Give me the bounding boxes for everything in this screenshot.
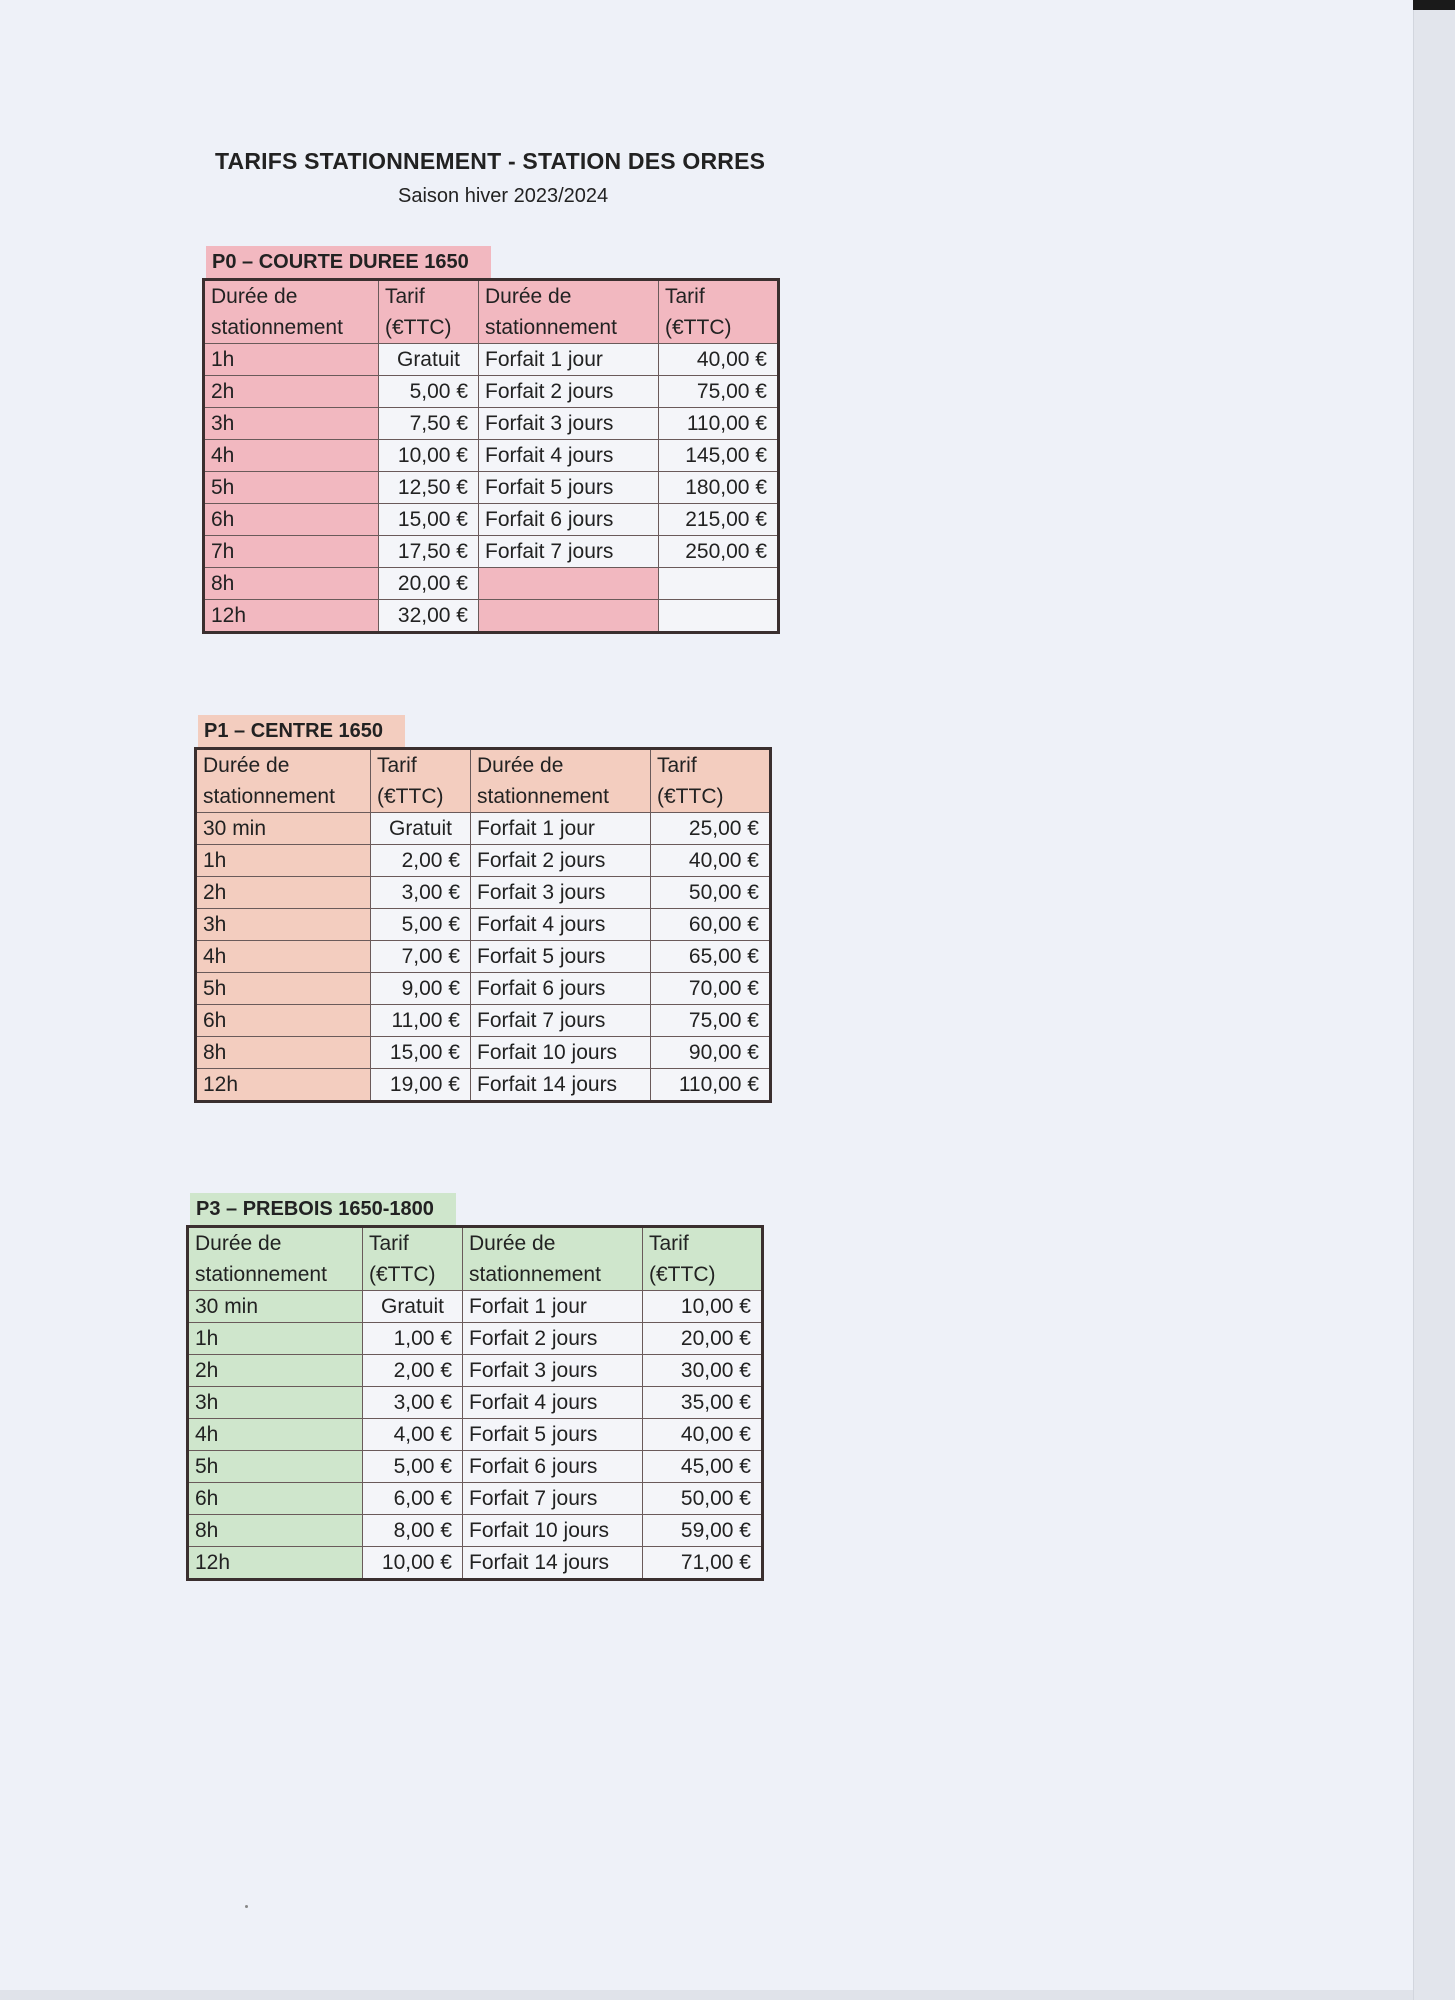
price-cell: 59,00 € <box>643 1515 763 1547</box>
package-cell <box>479 568 659 600</box>
table-row <box>188 1451 763 1483</box>
table-row <box>188 1547 763 1580</box>
price-cell: 2,00 € <box>363 1355 463 1387</box>
table-header-row <box>188 1227 763 1291</box>
table-row <box>188 1419 763 1451</box>
section-p1 <box>194 715 772 1103</box>
price-cell: 250,00 € <box>659 536 779 568</box>
table-row <box>204 536 779 568</box>
package-cell: Forfait 3 jours <box>471 877 651 909</box>
table-row <box>204 440 779 472</box>
table-row <box>188 1515 763 1547</box>
price-cell: 50,00 € <box>643 1483 763 1515</box>
price-cell: 110,00 € <box>659 408 779 440</box>
price-cell: 60,00 € <box>651 909 771 941</box>
price-cell: 8,00 € <box>363 1515 463 1547</box>
table-row <box>196 973 771 1005</box>
duration-cell: 1h <box>188 1323 363 1355</box>
table-header-row <box>204 280 779 344</box>
table-row <box>196 1069 771 1102</box>
table-row <box>188 1291 763 1323</box>
table-row <box>188 1483 763 1515</box>
price-cell: 15,00 € <box>379 504 479 536</box>
page-edge <box>1413 0 1455 2000</box>
duration-cell: 8h <box>196 1037 371 1069</box>
duration-cell: 5h <box>196 973 371 1005</box>
price-cell: Gratuit <box>379 344 479 376</box>
package-cell: Forfait 1 jour <box>463 1291 643 1323</box>
price-cell: 9,00 € <box>371 973 471 1005</box>
price-cell: 40,00 € <box>643 1419 763 1451</box>
table-row <box>204 472 779 504</box>
price-cell: 4,00 € <box>363 1419 463 1451</box>
price-cell: 20,00 € <box>379 568 479 600</box>
duration-cell: 2h <box>188 1355 363 1387</box>
price-cell: 180,00 € <box>659 472 779 504</box>
package-cell: Forfait 2 jours <box>471 845 651 877</box>
price-cell: 2,00 € <box>371 845 471 877</box>
duration-cell: 3h <box>196 909 371 941</box>
document-title: TARIFS STATIONNEMENT - STATION DES ORRES <box>215 148 766 174</box>
column-header: Tarif (€TTC) <box>643 1227 763 1291</box>
duration-cell: 6h <box>196 1005 371 1037</box>
scan-corner-mark <box>1413 0 1455 10</box>
price-cell: 45,00 € <box>643 1451 763 1483</box>
price-cell: 75,00 € <box>659 376 779 408</box>
price-cell: 5,00 € <box>379 376 479 408</box>
duration-cell: 3h <box>188 1387 363 1419</box>
table-row <box>188 1387 763 1419</box>
package-cell: Forfait 3 jours <box>479 408 659 440</box>
package-cell: Forfait 4 jours <box>463 1387 643 1419</box>
column-header: Durée de stationnement <box>471 749 651 813</box>
price-cell <box>659 568 779 600</box>
duration-cell: 12h <box>204 600 379 633</box>
duration-cell: 4h <box>204 440 379 472</box>
column-header: Durée de stationnement <box>196 749 371 813</box>
price-cell: 32,00 € <box>379 600 479 633</box>
pencil-mark <box>245 1905 248 1908</box>
price-cell: 7,50 € <box>379 408 479 440</box>
price-cell: 7,00 € <box>371 941 471 973</box>
table-row <box>196 909 771 941</box>
column-header: Tarif (€TTC) <box>659 280 779 344</box>
package-cell <box>479 600 659 633</box>
package-cell: Forfait 2 jours <box>463 1323 643 1355</box>
section-p0 <box>202 246 780 634</box>
section-label: P1 – CENTRE 1650 <box>198 715 405 747</box>
duration-cell: 30 min <box>188 1291 363 1323</box>
price-cell: 70,00 € <box>651 973 771 1005</box>
package-cell: Forfait 14 jours <box>463 1547 643 1580</box>
column-header: Durée de stationnement <box>463 1227 643 1291</box>
table-row <box>196 845 771 877</box>
package-cell: Forfait 7 jours <box>479 536 659 568</box>
price-cell: 15,00 € <box>371 1037 471 1069</box>
package-cell: Forfait 6 jours <box>479 504 659 536</box>
price-cell: 17,50 € <box>379 536 479 568</box>
price-cell <box>659 600 779 633</box>
section-label: P0 – COURTE DUREE 1650 <box>206 246 491 278</box>
package-cell: Forfait 1 jour <box>479 344 659 376</box>
document-subtitle: Saison hiver 2023/2024 <box>398 185 609 207</box>
price-cell: 12,50 € <box>379 472 479 504</box>
package-cell: Forfait 1 jour <box>471 813 651 845</box>
package-cell: Forfait 4 jours <box>471 909 651 941</box>
rates-table <box>194 747 772 1103</box>
column-header: Tarif (€TTC) <box>379 280 479 344</box>
duration-cell: 8h <box>188 1515 363 1547</box>
section-p3 <box>186 1193 764 1581</box>
package-cell: Forfait 5 jours <box>463 1419 643 1451</box>
package-cell: Forfait 10 jours <box>463 1515 643 1547</box>
package-cell: Forfait 6 jours <box>471 973 651 1005</box>
duration-cell: 6h <box>188 1483 363 1515</box>
duration-cell: 5h <box>188 1451 363 1483</box>
duration-cell: 7h <box>204 536 379 568</box>
duration-cell: 8h <box>204 568 379 600</box>
price-cell: 20,00 € <box>643 1323 763 1355</box>
price-cell: 10,00 € <box>363 1547 463 1580</box>
price-cell: 90,00 € <box>651 1037 771 1069</box>
duration-cell: 12h <box>188 1547 363 1580</box>
duration-cell: 30 min <box>196 813 371 845</box>
price-cell: 40,00 € <box>659 344 779 376</box>
table-row <box>196 813 771 845</box>
table-row <box>188 1355 763 1387</box>
package-cell: Forfait 5 jours <box>479 472 659 504</box>
duration-cell: 4h <box>188 1419 363 1451</box>
package-cell: Forfait 6 jours <box>463 1451 643 1483</box>
price-cell: 5,00 € <box>371 909 471 941</box>
duration-cell: 3h <box>204 408 379 440</box>
section-label: P3 – PREBOIS 1650-1800 <box>190 1193 456 1225</box>
table-row <box>204 504 779 536</box>
table-header-row <box>196 749 771 813</box>
package-cell: Forfait 14 jours <box>471 1069 651 1102</box>
price-cell: 6,00 € <box>363 1483 463 1515</box>
price-cell: 10,00 € <box>643 1291 763 1323</box>
duration-cell: 12h <box>196 1069 371 1102</box>
table-row <box>196 941 771 973</box>
duration-cell: 5h <box>204 472 379 504</box>
table-row <box>204 376 779 408</box>
table-row <box>196 1037 771 1069</box>
price-cell: 40,00 € <box>651 845 771 877</box>
price-cell: 5,00 € <box>363 1451 463 1483</box>
column-header: Durée de stationnement <box>188 1227 363 1291</box>
price-cell: 110,00 € <box>651 1069 771 1102</box>
column-header: Tarif (€TTC) <box>363 1227 463 1291</box>
price-cell: 215,00 € <box>659 504 779 536</box>
column-header: Tarif (€TTC) <box>371 749 471 813</box>
price-cell: Gratuit <box>371 813 471 845</box>
package-cell: Forfait 5 jours <box>471 941 651 973</box>
price-cell: Gratuit <box>363 1291 463 1323</box>
table-row <box>196 877 771 909</box>
rates-table <box>186 1225 764 1581</box>
duration-cell: 1h <box>196 845 371 877</box>
price-cell: 30,00 € <box>643 1355 763 1387</box>
duration-cell: 1h <box>204 344 379 376</box>
price-cell: 71,00 € <box>643 1547 763 1580</box>
package-cell: Forfait 10 jours <box>471 1037 651 1069</box>
package-cell: Forfait 7 jours <box>471 1005 651 1037</box>
column-header: Tarif (€TTC) <box>651 749 771 813</box>
duration-cell: 6h <box>204 504 379 536</box>
rates-table <box>202 278 780 634</box>
package-cell: Forfait 4 jours <box>479 440 659 472</box>
package-cell: Forfait 2 jours <box>479 376 659 408</box>
column-header: Durée de stationnement <box>204 280 379 344</box>
price-cell: 3,00 € <box>363 1387 463 1419</box>
price-cell: 1,00 € <box>363 1323 463 1355</box>
package-cell: Forfait 7 jours <box>463 1483 643 1515</box>
table-row <box>204 344 779 376</box>
package-cell: Forfait 3 jours <box>463 1355 643 1387</box>
price-cell: 65,00 € <box>651 941 771 973</box>
column-header: Durée de stationnement <box>479 280 659 344</box>
price-cell: 25,00 € <box>651 813 771 845</box>
price-cell: 11,00 € <box>371 1005 471 1037</box>
table-row <box>188 1323 763 1355</box>
duration-cell: 4h <box>196 941 371 973</box>
price-cell: 35,00 € <box>643 1387 763 1419</box>
duration-cell: 2h <box>196 877 371 909</box>
page-bottom-edge <box>0 1990 1413 2000</box>
price-cell: 75,00 € <box>651 1005 771 1037</box>
price-cell: 50,00 € <box>651 877 771 909</box>
price-cell: 3,00 € <box>371 877 471 909</box>
table-row <box>204 600 779 633</box>
price-cell: 10,00 € <box>379 440 479 472</box>
table-row <box>204 408 779 440</box>
price-cell: 145,00 € <box>659 440 779 472</box>
table-row <box>204 568 779 600</box>
duration-cell: 2h <box>204 376 379 408</box>
table-row <box>196 1005 771 1037</box>
price-cell: 19,00 € <box>371 1069 471 1102</box>
